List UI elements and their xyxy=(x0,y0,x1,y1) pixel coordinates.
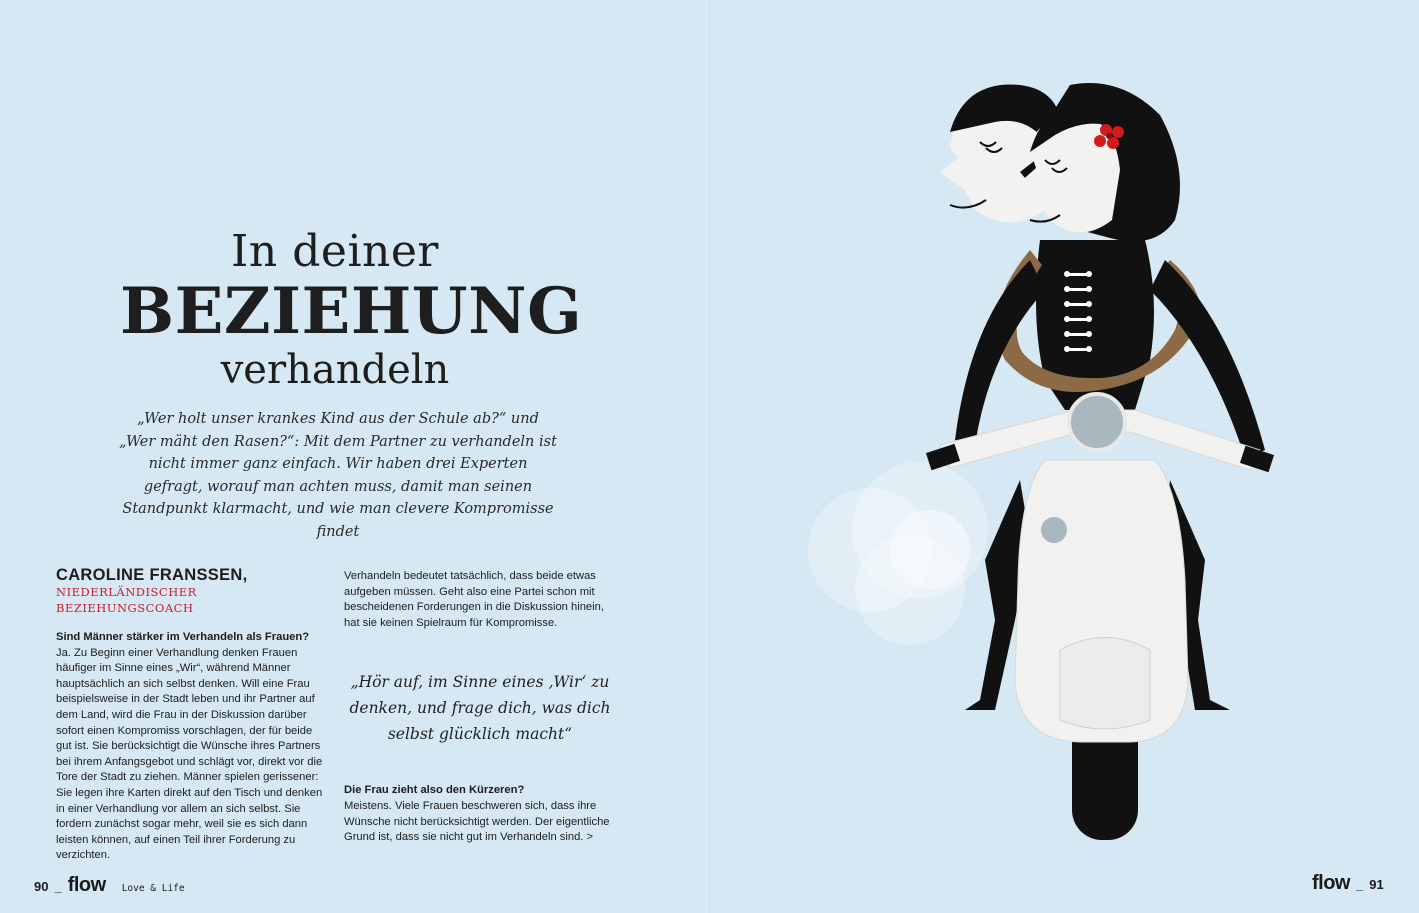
pull-quote: „Hör auf, im Sinne eines ‚Wir‘ zu denken, und frage dich, was dich selbst glücklich macht“ xyxy=(349,673,611,744)
page-number-left: 90 xyxy=(34,879,49,894)
left-arm xyxy=(955,260,1045,445)
title-line-2: BEZIEHUNG xyxy=(120,274,583,349)
page-number-right: 91 xyxy=(1369,877,1384,892)
brand-logo-left: flow xyxy=(67,874,106,896)
article-title xyxy=(120,225,583,395)
expert-name: CAROLINE FRANSSEN, xyxy=(56,566,248,584)
question-1: Sind Männer stärker im Verhandeln als Frauen? xyxy=(56,631,310,643)
title-line-1: In deiner xyxy=(231,226,439,277)
question-2: Die Frau zieht also den Kürzeren? xyxy=(344,784,525,797)
footer-dash-left: _ xyxy=(54,879,62,894)
paragraph-continued: Verhandeln bedeutet tatsächlich, dass beide etwas aufgeben müssen. Geht also eine Partei schon mit bescheidenen Forderungen in die Diskussion hinein, hat sie keinen Spielraum für Kompromisse. xyxy=(344,570,604,629)
scooter-couple-illustration xyxy=(790,60,1310,860)
answer-2-text: Meistens. Viele Frauen beschweren sich, dass ihre Wünsche nicht berücksichtigt werden. Der eigentliche Grund ist, dass sie nicht gut im Verhandeln sind. xyxy=(344,799,610,844)
article-column-1 xyxy=(56,566,328,864)
brand-logo-right: flow xyxy=(1312,872,1350,894)
continue-arrow[interactable]: > xyxy=(586,831,594,844)
headlight xyxy=(1069,394,1125,450)
answer-1: Ja. Zu Beginn einer Verhandlung denken Frauen häufiger im Sinne eines „Wir“, während Männer hauptsächlich an sich selbst denken. Will eine Frau beispielsweise in der Stadt leben und ihr Partner auf dem Land, wird die Frau in der Diskussion darüber sofort einen Kompromiss vorschlagen, der für beide gut ist. Sie berücksichtigt die Wünsche ihres Partners bei ihrem Anfangsgebot und schlägt vor, direkt vor die Tore der Stadt zu ziehen. Männer spielen gerissener: Sie legen ihre Karten direkt auf den Tisch und denken in einer Verhandlung vor allem an sich selbst. Sie fordern zunächst sogar mehr, weil sie es sich dann leisten können, auf einen Teil ihrer Forderung zu verzichten. xyxy=(56,646,323,862)
headlight-glow xyxy=(808,462,988,645)
title-line-3: verhandeln xyxy=(220,347,450,393)
footer-left xyxy=(34,874,185,897)
side-lamp xyxy=(1041,517,1067,543)
section-name: Love & Life xyxy=(121,883,185,894)
footer-right xyxy=(1312,872,1384,895)
expert-role: NIEDERLÄNDISCHER BEZIEHUNGSCOACH xyxy=(56,585,197,615)
intro-text: „Wer holt unser krankes Kind aus der Schule ab?“ und „Wer mäht den Rasen?“: Mit dem Partner zu verhandeln ist nicht immer ganz einfach. Wir haben drei Experten gefragt, worauf man achten muss, damit man seinen Standpunkt klarmacht, und wie man clevere Kompromisse findet xyxy=(119,411,557,540)
answer-2 xyxy=(344,799,616,846)
article-column-2 xyxy=(344,569,616,846)
footer-dash-right: _ xyxy=(1356,877,1364,892)
page-gutter xyxy=(709,0,710,913)
